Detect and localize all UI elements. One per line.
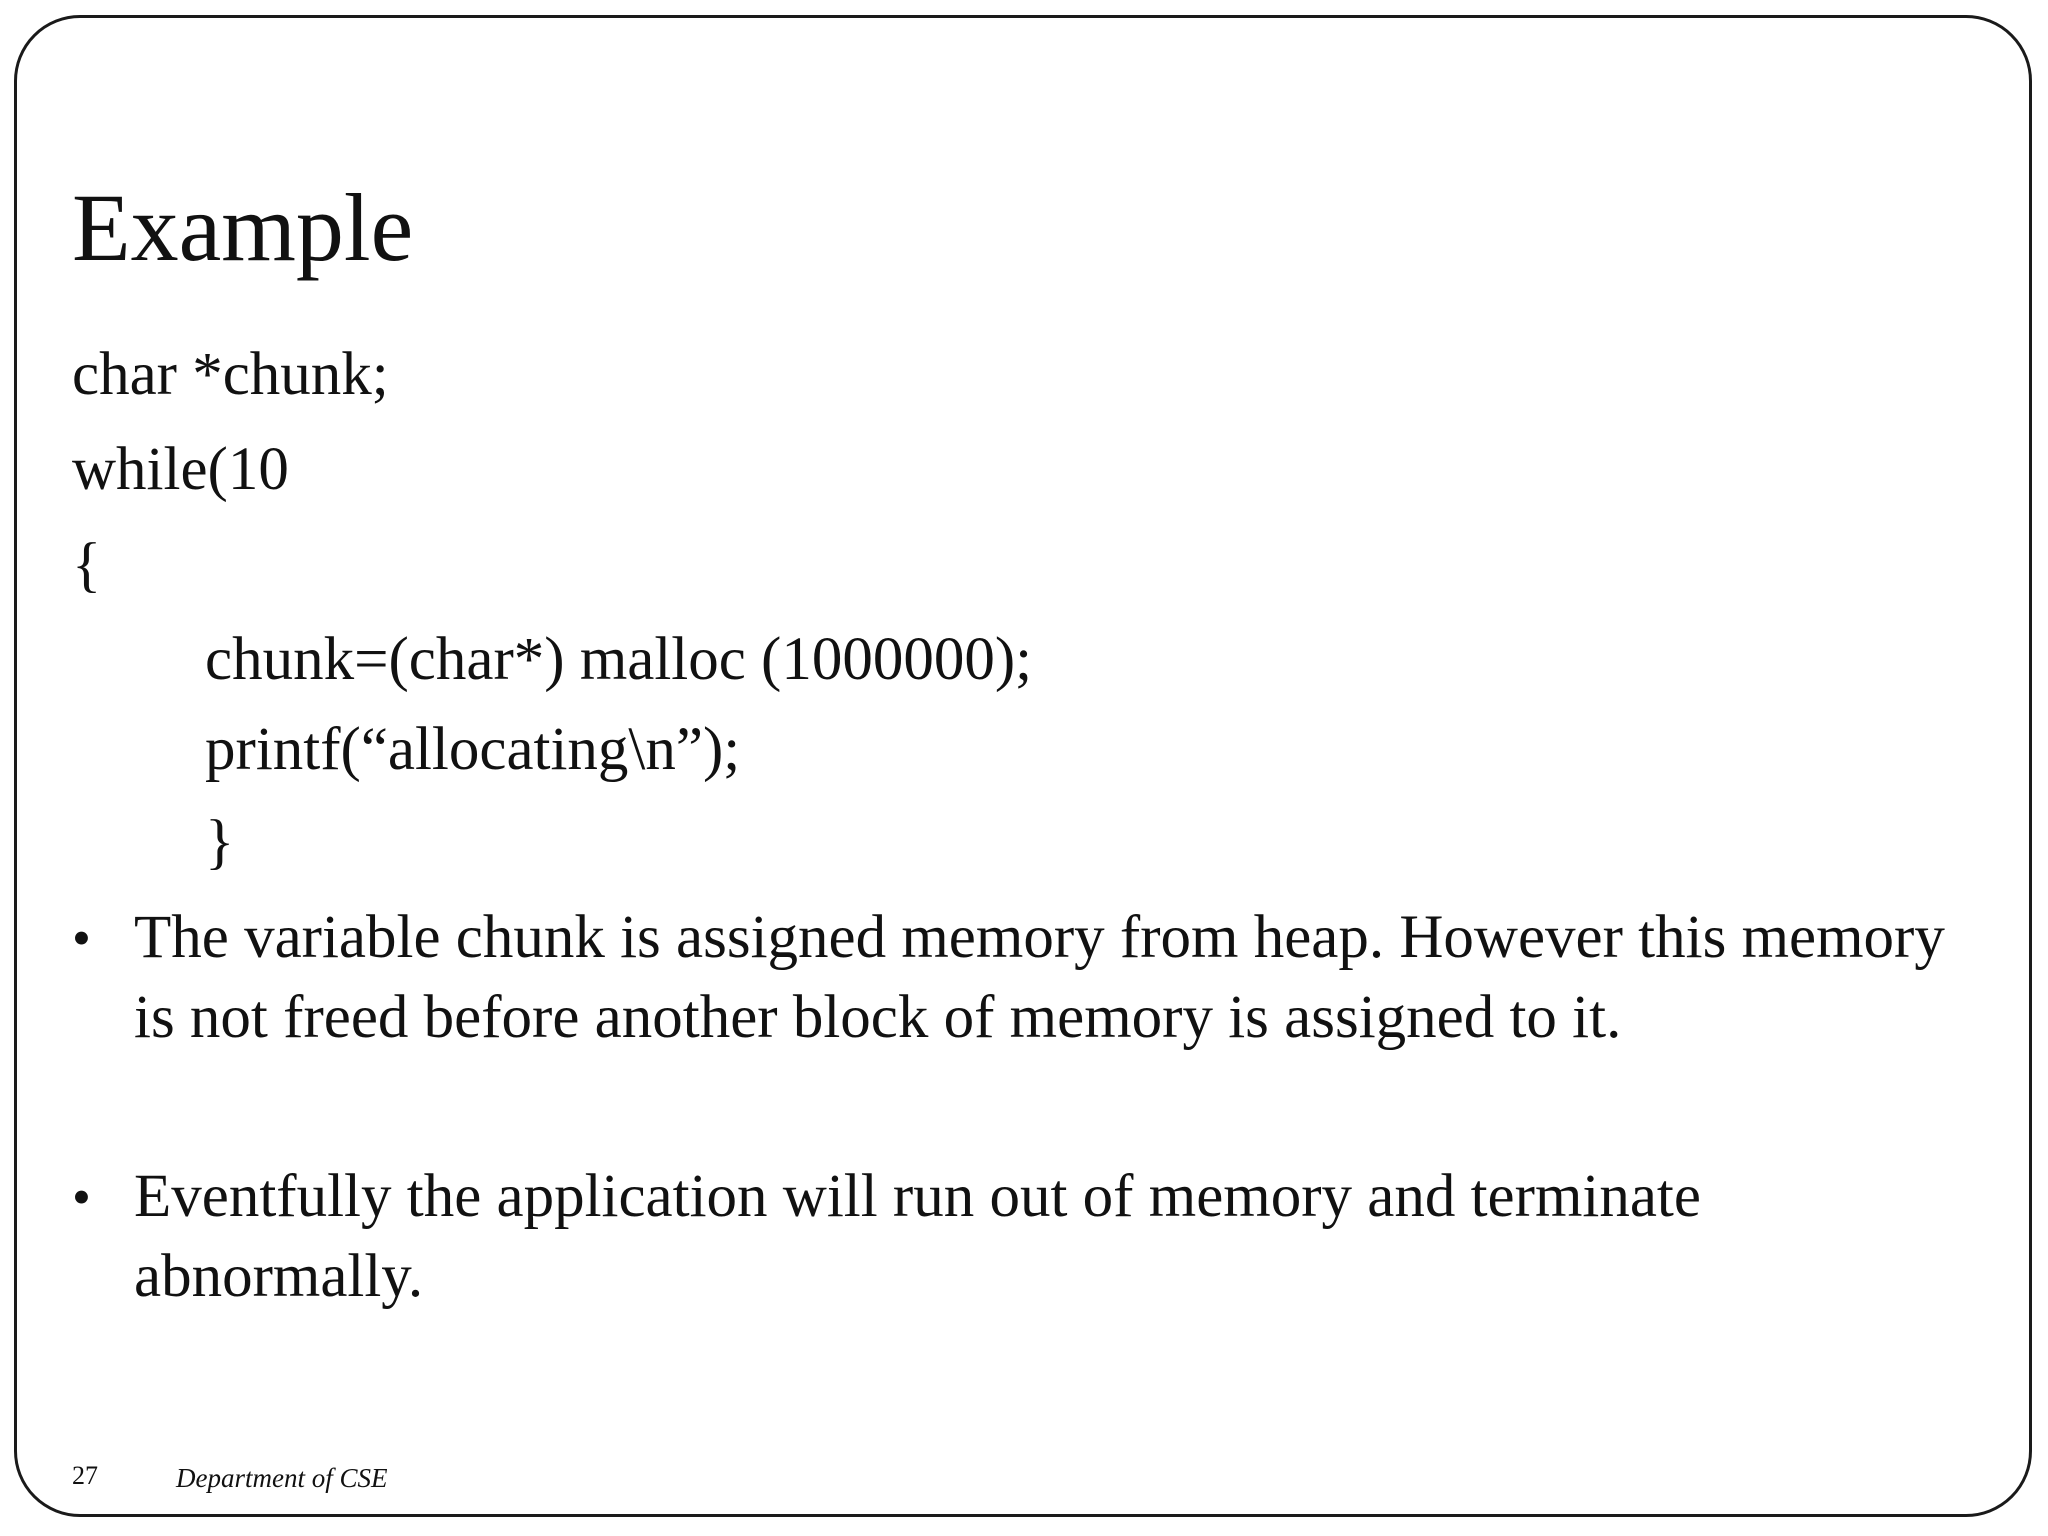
bullet-icon: • [72,1167,91,1227]
bullet-item [72,898,1952,1058]
slide-title: Example [72,174,414,281]
bullet-text: The variable chunk is assigned memory from heap. However this memory is not freed before another block of memory is assigned to it. [134,904,1945,1051]
code-line: { [72,532,102,599]
code-line: char *chunk; [72,341,389,408]
bullet-text: Eventfully the application will run out of memory and terminate abnormally. [134,1163,1701,1310]
footer-department: Department of CSE [176,1463,388,1493]
code-line: printf(“allocating\n”); [205,716,741,783]
bullet-icon: • [72,908,91,968]
bullet-item [72,1157,1952,1317]
page-number: 27 [72,1461,98,1490]
code-line: while(10 [72,436,289,503]
code-line: chunk=(char*) malloc (1000000); [205,626,1033,693]
code-line: } [205,809,235,876]
